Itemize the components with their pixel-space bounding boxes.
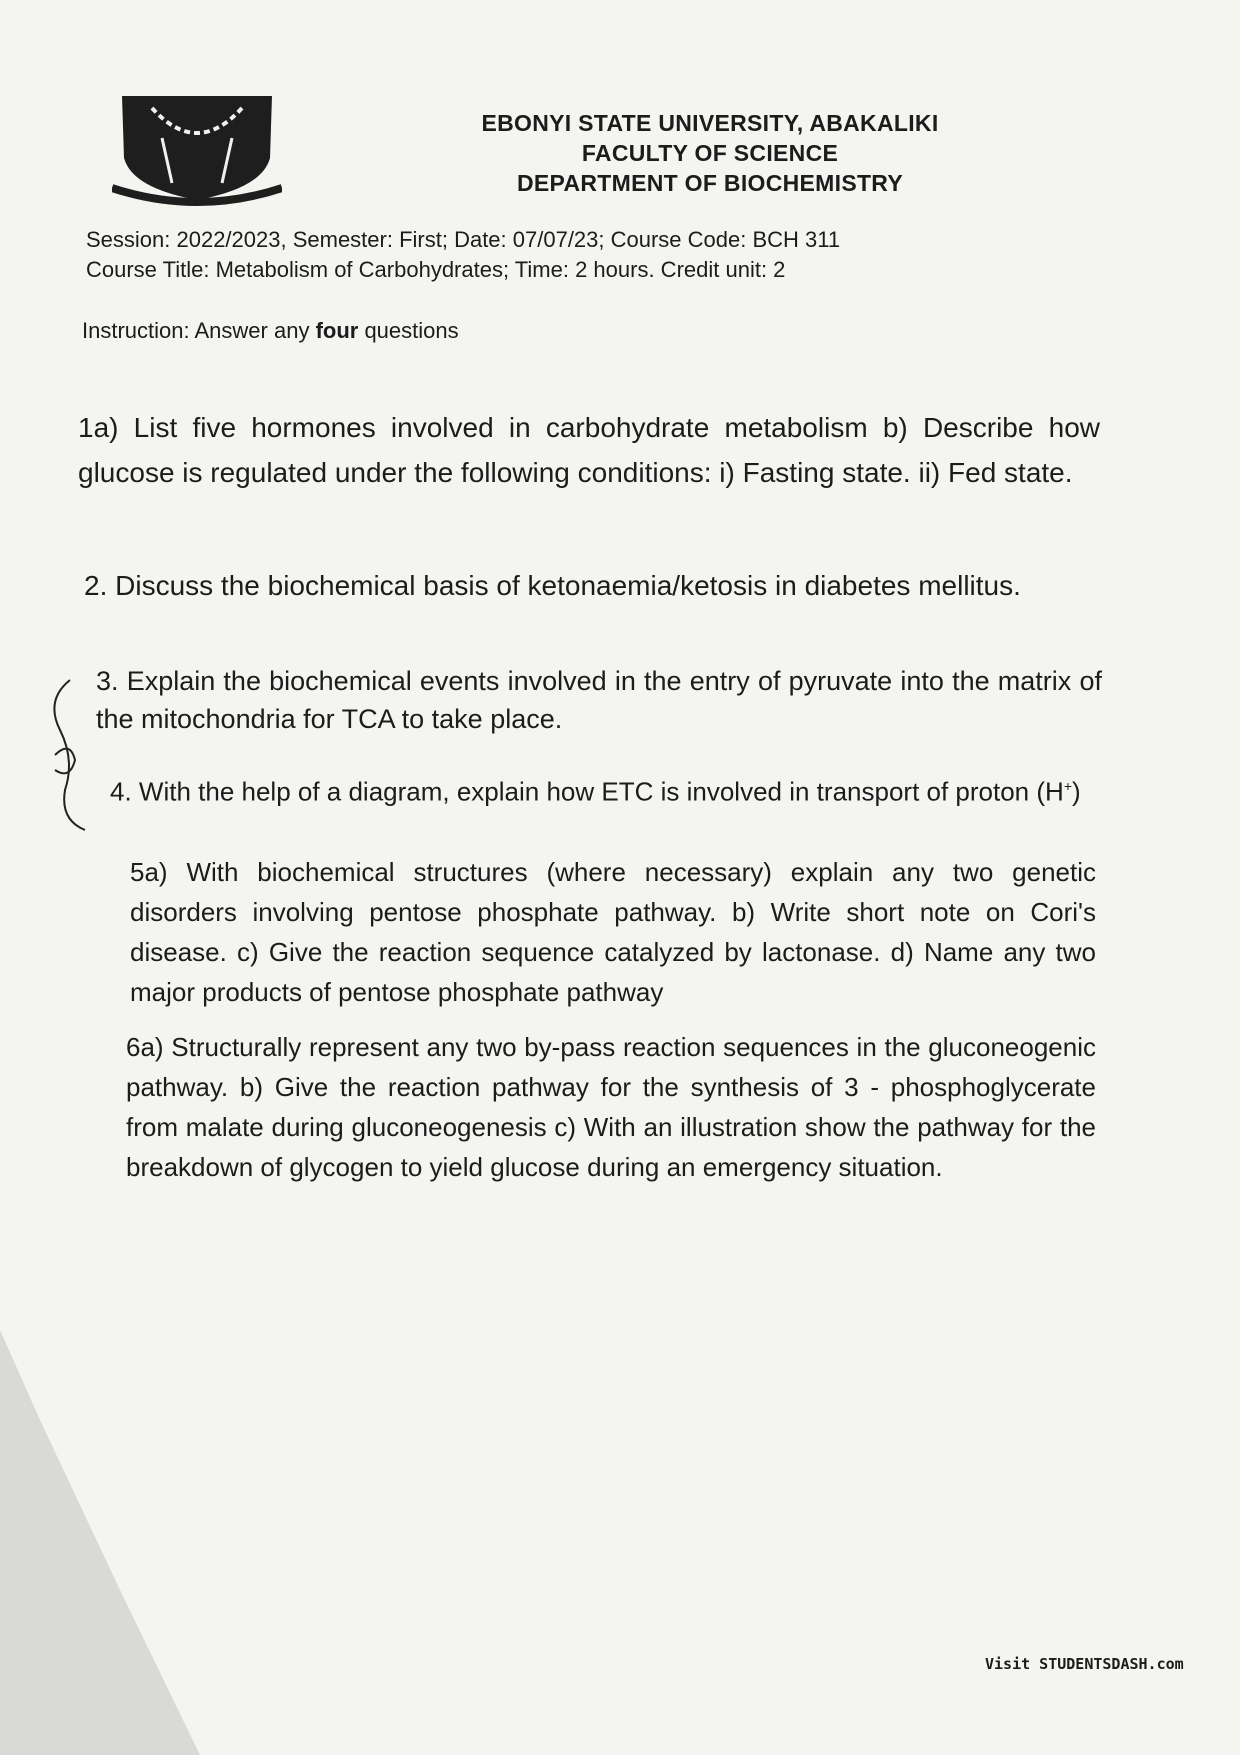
faculty-name: FACULTY OF SCIENCE [581, 140, 839, 166]
question-4-text: 4. With the help of a diagram, explain how ETC is involved in transport of proton (H [110, 776, 1064, 807]
department-name: DEPARTMENT OF BIOCHEMISTRY [516, 170, 904, 196]
university-name: EBONYI STATE UNIVERSITY, ABAKALIKI [481, 110, 939, 136]
question-5: 5a) With biochemical structures (where necessary) explain any two genetic disorders involving pentose phosphate pathway. b) Write short note on Cori's disease. c) Give the reaction sequence catalyzed by lactonase. d) Name any two major products of pentose phosphate pathway [130, 857, 1096, 1007]
instruction-emphasis: four [315, 318, 359, 343]
question-3: 3. Explain the biochemical events involved in the entry of pyruvate into the matrix of the mitochondria for TCA to take place. [96, 666, 1102, 734]
instruction [82, 318, 459, 344]
question-1: 1a) List five hormones involved in carbohydrate metabolism b) Describe how glucose is regulated under the following conditions: i) Fasting state. ii) Fed state. [78, 412, 1100, 488]
session-line: Session: 2022/2023, Semester: First; Date: 07/07/23; Course Code: BCH 311 [86, 227, 841, 252]
proton-charge: + [1063, 778, 1072, 794]
watermark: Visit STUDENTSDASH.com [985, 1655, 1184, 1673]
page-shadow [0, 1330, 200, 1755]
question-6: 6a) Structurally represent any two by-pass reaction sequences in the gluconeogenic pathway. b) Give the reaction pathway for the synthesis of 3 - phosphoglycerate from malate during gluconeogenesis c) With an illustration show the pathway for the breakdown of glycogen to yield glucose during an emergency situation. [126, 1032, 1096, 1182]
pen-scribble-mark [40, 670, 110, 840]
question-2: 2. Discuss the biochemical basis of ketonaemia/ketosis in diabetes mellitus. [84, 570, 1021, 601]
instruction-suffix: questions [358, 318, 459, 343]
question-4-end: ) [1072, 776, 1081, 807]
instruction-prefix: Instruction: Answer any [82, 318, 316, 343]
exam-header [430, 108, 990, 198]
course-info [86, 225, 1086, 285]
question-4 [110, 767, 1102, 811]
course-title-line: Course Title: Metabolism of Carbohydrates; Time: 2 hours. Credit unit: 2 [86, 257, 786, 282]
university-crest-icon [112, 88, 282, 208]
